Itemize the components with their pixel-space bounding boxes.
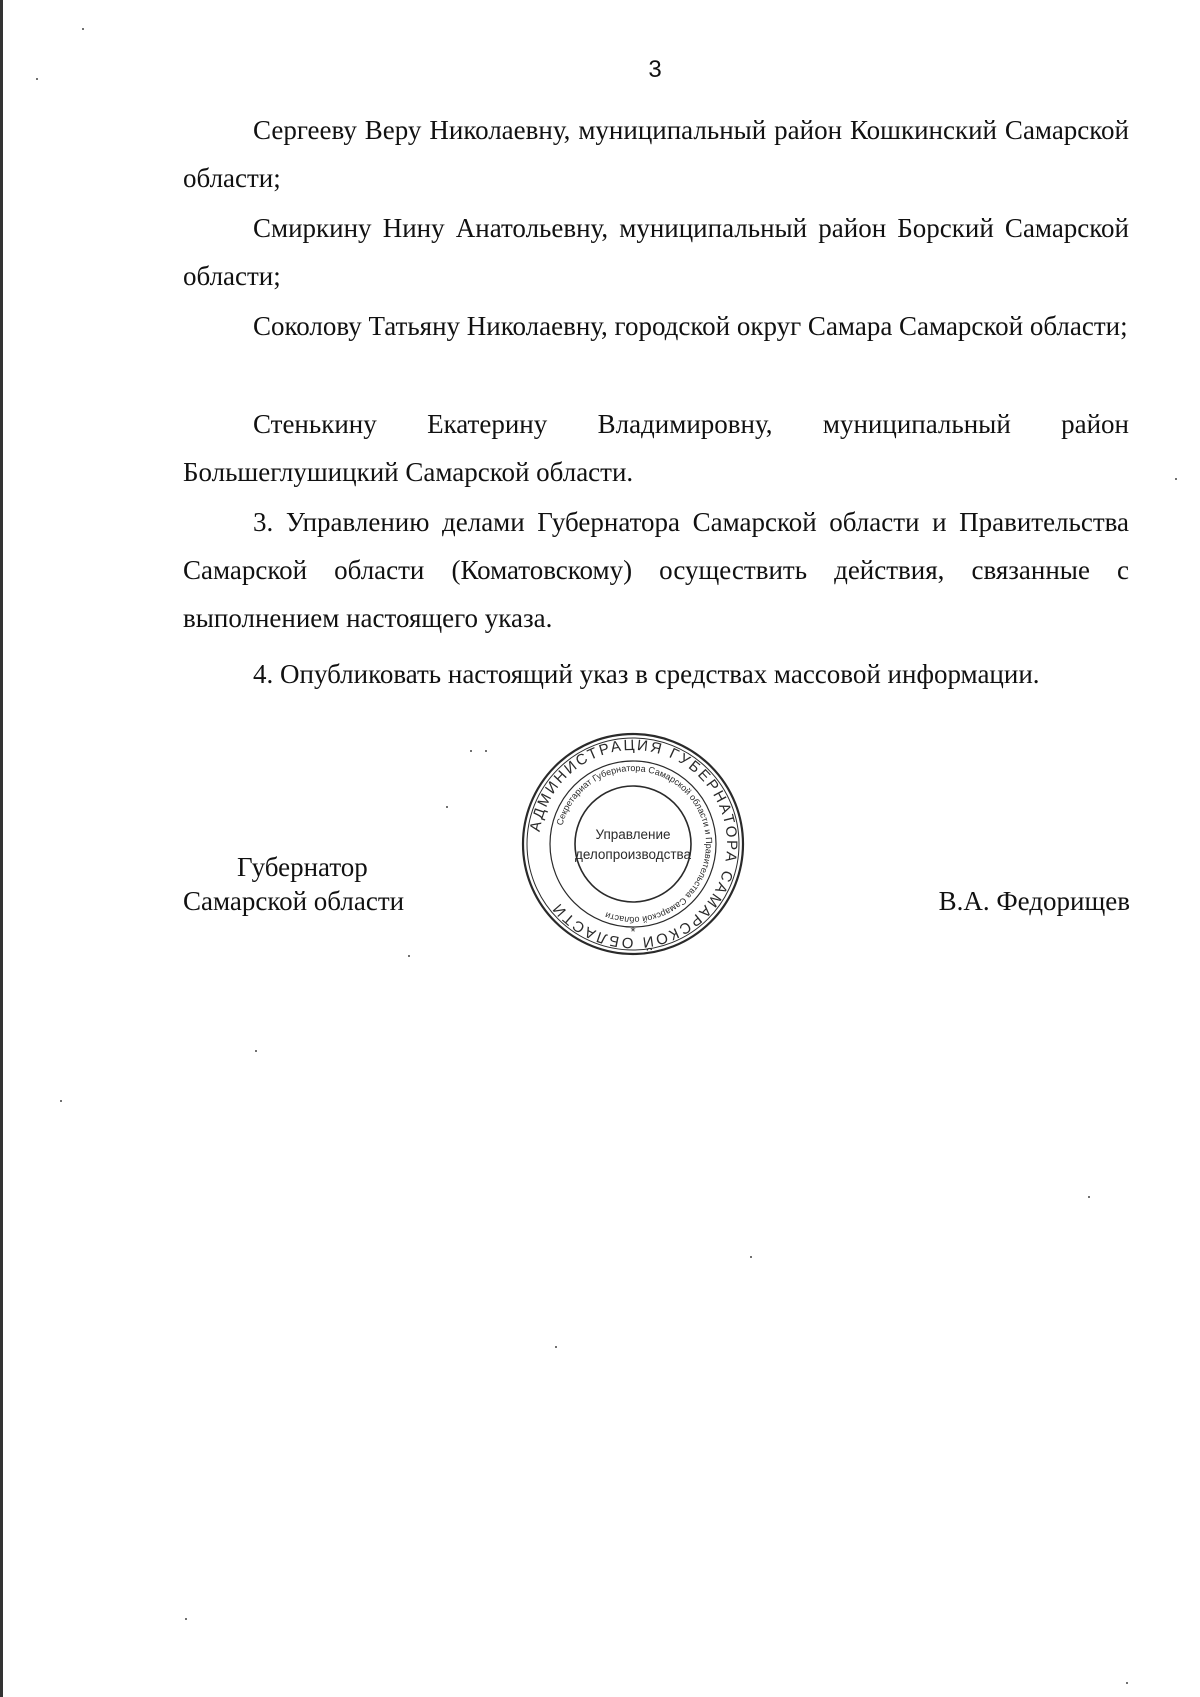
scan-speck <box>750 1256 752 1258</box>
scan-speck <box>185 1618 187 1620</box>
page-number: 3 <box>648 56 662 83</box>
signature-name: В.А. Федорищев <box>938 886 1130 916</box>
signature-title-line2: Самарской области <box>183 886 405 916</box>
scan-speck <box>485 750 487 752</box>
scan-speck <box>446 806 448 808</box>
paragraph-stenkina: Стенькину Екатерину Владимировну, муниципальный район Большеглушицкий Самарской области. <box>183 409 1129 487</box>
paragraph-smirkina: Смиркину Нину Анатольевну, муниципальный район Борский Самарской области; <box>183 213 1129 291</box>
seal-center-line1: Управление <box>595 827 671 842</box>
seal-inner-ring-text: Секретариат Губернатора Самарской области и Правительства Самарской области <box>554 762 715 926</box>
paragraph-item-4: 4. Опубликовать настоящий указ в средствах массовой информации. <box>253 659 1040 689</box>
scan-speck <box>255 1050 257 1052</box>
seal-outer-text: АДМИНИСТРАЦИЯ ГУБЕРНАТОРА САМАРСКОЙ ОБЛАСТИ <box>526 736 741 952</box>
scan-speck <box>1126 1682 1128 1684</box>
scan-speck <box>555 1346 557 1348</box>
seal-center-line2: делопроизводства <box>574 847 692 862</box>
seal-star-icon: * <box>630 924 636 939</box>
scan-speck <box>408 955 410 957</box>
paragraph-item-3: 3. Управлению делами Губернатора Самарской области и Правительства Самарской области (Коматовскому) осуществить действия, связанные с выполнением настоящего указа. <box>183 507 1129 633</box>
paragraph-sokolova: Соколову Татьяну Николаевну, городской округ Самара Самарской области; <box>253 311 1128 341</box>
svg-text:Секретариат Губернатора Самарс <box>555 763 715 925</box>
scan-speck <box>1175 478 1177 480</box>
official-seal-stamp <box>520 731 746 957</box>
page-left-edge <box>0 0 3 1697</box>
signature-title-line1: Губернатор <box>237 852 368 882</box>
scan-speck <box>1088 1196 1090 1198</box>
paragraph-sergeeva: Сергееву Веру Николаевну, муниципальный район Кошкинский Самарской области; <box>183 115 1129 193</box>
scan-speck <box>470 750 472 752</box>
scan-speck <box>60 1100 62 1102</box>
signature-title <box>183 850 404 918</box>
scan-speck <box>82 28 84 30</box>
scan-speck <box>36 78 38 80</box>
